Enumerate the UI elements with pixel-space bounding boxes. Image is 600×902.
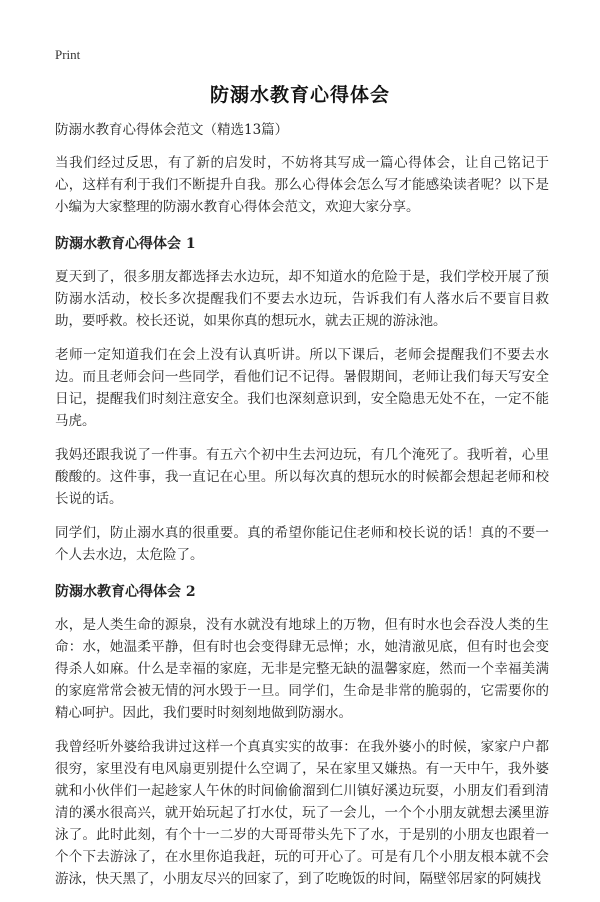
print-link[interactable]: Print <box>55 47 81 62</box>
section-paragraph: 老师一定知道我们在会上没有认真听讲。所以下课后，老师会提醒我们不要去水边。而且老师会问一些同学，看他们记不记得。暑假期间，老师让我们每天写安全日记，提醒我们时刻注意安全。我们也深刻意识到，安全隐患无处不在，一定不能马虎。 <box>55 347 549 429</box>
section-heading: 防溺水教育心得体会 2 <box>55 584 196 600</box>
page-title: 防溺水教育心得体会 <box>209 84 390 106</box>
intro-paragraph: 当我们经过反思，有了新的启发时，不妨将其写成一篇心得体会，让自己铭记于心，这样有利于我们不断提升自我。那么心得体会怎么写才能感染读者呢？以下是小编为大家整理的防溺水教育心得体会范文，欢迎大家分享。 <box>55 155 549 215</box>
section-paragraph: 水，是人类生命的源泉，没有水就没有地球上的万物，但有时水也会吞没人类的生命：水，她温柔平静，但有时也会变得肆无忌惮；水，她清澈见底，但有时也会变得杀人如麻。什么是幸福的家庭，无非是完整无缺的温馨家庭，然而一个幸福美满的家庭常常会被无情的河水毁于一旦。同学们，生命是非常的脆弱的，它需要你的精心呵护。因此，我们要时时刻刻地做到防溺水。 <box>55 617 549 721</box>
section-heading: 防溺水教育心得体会 1 <box>55 236 196 252</box>
section-paragraph: 夏天到了，很多朋友都选择去水边玩，却不知道水的危险于是，我们学校开展了预防溺水活动，校长多次提醒我们不要去水边玩，告诉我们有人落水后不要盲目救助，要呼救。校长还说，如果你真的想玩水，就去正规的游泳池。 <box>55 269 549 329</box>
document-body <box>55 120 549 902</box>
section-paragraph: 我妈还跟我说了一件事。有五六个初中生去河边玩，有几个淹死了。我听着，心里酸酸的。这件事，我一直记在心里。所以每次真的想玩水的时候都会想起老师和校长说的话。 <box>55 447 549 507</box>
section-paragraph: 同学们，防止溺水真的很重要。真的希望你能记住老师和校长说的话！真的不要一个人去水边，太危险了。 <box>55 525 549 563</box>
document-subtitle: 防溺水教育心得体会范文（精选13篇） <box>55 122 289 138</box>
section-paragraph: 我曾经听外婆给我讲过这样一个真真实实的故事：在我外婆小的时候，家家户户都很穷，家里没有电风扇更别提什么空调了，呆在家里又嫌热。有一天中午，我外婆就和小伙伴们一起趁家人午休的时间偷偷溜到仁川镇好溪边玩耍，小朋友们看到清清的溪水很高兴，就开始玩起了打水仗，玩了一会儿，一个个小朋友就想去溪里游泳了。此时此刻，有个十一二岁的大哥哥带头先下了水，于是别的小朋友也跟着一个个下去游泳了，在水里你追我赶，玩的可开心了。可是有几个小朋友根本就不会游泳，快天黑了，小朋友尽兴的回家了，到了吃晚饭的时间，隔壁邻居家的阿姨找 <box>55 739 549 887</box>
